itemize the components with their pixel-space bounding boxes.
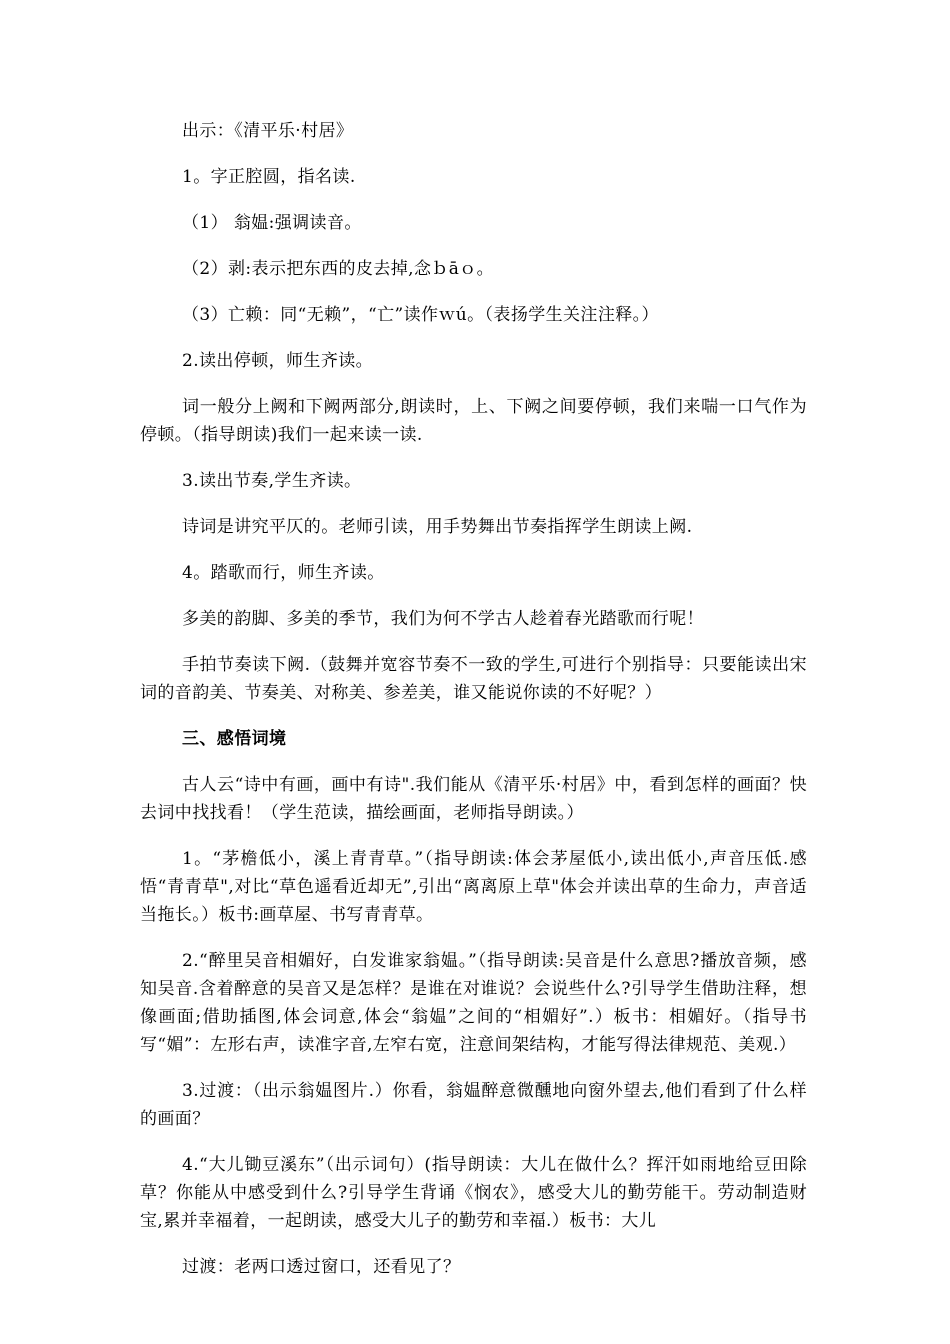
pause-paragraph: 词一般分上阙和下阙两部分,朗读时，上、下阙之间要停顿，我们来喘一口气作为停顿。（指导朗读)我们一起来读一读. xyxy=(140,397,807,445)
rhythm-paragraph: 诗词是讲究平仄的。老师引读，用手势舞出节奏指挥学生朗读上阙. xyxy=(182,517,693,537)
item-2-paragraph: 2.“醉里吴音相媚好，白发谁家翁媪。”（指导朗读:吴音是什么意思?播放音频，感知吴音.含着醉意的吴音又是怎样？是谁在对谁说？会说些什么?引导学生借助注释，想像画面;借助插图,体会词意,体会“翁媪”之间的“相媚好”.）板书：相媚好。（指导书写“媚”：左形右声，读准字音,左窄右宽，注意间架结构，才能写得法律规范、美观.） xyxy=(140,951,807,1055)
clap-paragraph: 手拍节奏读下阙.（鼓舞并宽容节奏不一致的学生,可进行个别指导：只要能读出宋词的音韵美、节奏美、对称美、参差美，谁又能说你读的不好呢？） xyxy=(140,655,807,703)
note-2: （2）剥:表示把东西的皮去掉,念ｂāｏ。 xyxy=(182,259,495,279)
display-title-line: 出示：《清平乐·村居》 xyxy=(182,121,354,141)
step-1-heading: 1。字正腔圆，指名读. xyxy=(182,167,356,187)
step-2-heading: 2.读出停顿，师生齐读。 xyxy=(182,351,374,371)
transition-paragraph: 过渡：老两口透过窗口，还看见了？ xyxy=(182,1257,461,1277)
season-paragraph: 多美的韵脚、多美的季节，我们为何不学古人趁着春光踏歌而行呢！ xyxy=(182,609,704,629)
item-1-paragraph: 1。“茅檐低小，溪上青青草。”（指导朗读:体会茅屋低小,读出低小,声音压低.感悟“青青草",对比“草色遥看近却无”,引出“离离原上草"体会并读出草的生命力，声音适当拖长。）板书:画草屋、书写青青草。 xyxy=(140,849,807,925)
note-1: （1） 翁媪:强调读音。 xyxy=(182,213,362,233)
item-3-paragraph: 3.过渡：（出示翁媪图片.）你看，翁媪醉意微醺地向窗外望去,他们看到了什么样的画面？ xyxy=(140,1081,807,1129)
intro-paragraph: 古人云“诗中有画，画中有诗".我们能从《清平乐·村居》中，看到怎样的画面？快去词中找找看！（学生范读，描绘画面，老师指导朗读。） xyxy=(140,775,807,823)
step-4-heading: 4。踏歌而行，师生齐读。 xyxy=(182,563,385,583)
section-heading: 三、感悟词境 xyxy=(182,729,287,749)
note-3: （3）亡赖：同“无赖”，“亡”读作ｗú。（表扬学生关注注释。） xyxy=(182,305,659,325)
step-3-heading: 3.读出节奏,学生齐读。 xyxy=(182,471,362,491)
item-4-paragraph: 4.“大儿锄豆溪东”（出示词句）(指导朗读：大儿在做什么？挥汗如雨地给豆田除草？你能从中感受到什么?引导学生背诵《悯农》，感受大儿的勤劳能干。劳动制造财宝,累并幸福着，一起朗读，感受大儿子的勤劳和幸福.）板书：大儿 xyxy=(140,1155,807,1231)
document-body xyxy=(140,117,807,1281)
